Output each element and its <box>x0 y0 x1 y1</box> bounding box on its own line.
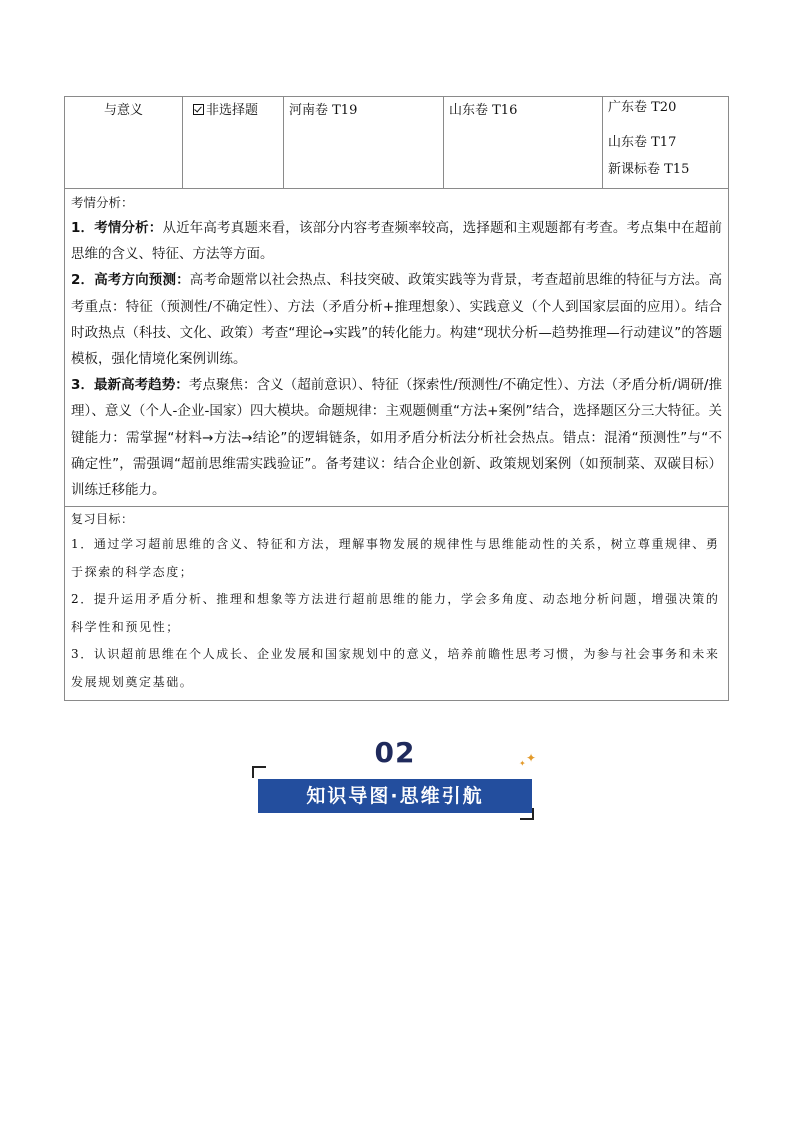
exam-item: 广东卷 T20 <box>608 100 677 115</box>
paragraph-text: 从近年高考真题来看，该部分内容考查频率较高，选择题和主观题都有考查。考点集中在超前思维的含义、特征、方法等方面。 <box>71 220 722 263</box>
analysis-paragraph-2 <box>71 267 722 372</box>
analysis-paragraph-1 <box>71 215 722 267</box>
goals-heading: 复习目标： <box>71 512 134 527</box>
analysis-paragraph-3 <box>71 372 722 503</box>
topic-cell: 与意义 <box>65 97 183 189</box>
paragraph-text: 高考命题常以社会热点、科技突破、政策实践等为背景，考查超前思维的特征与方法。高考重点：特征（预测性/不确定性）、方法（矛盾分析+推理想象）、实践意义（个人到国家层面的应用）。结合时政热点（科技、文化、政策）考查“理论→实践”的转化能力。构建“现状分析—趋势推理—行动建议”的答题模板，强化情境化案例训练。 <box>71 272 722 368</box>
section-number: 02 <box>374 736 416 769</box>
exam-cell-2: 山东卷 T16 <box>444 97 603 189</box>
analysis-cell <box>65 189 729 507</box>
exam-item: 新课标卷 T15 <box>608 162 690 177</box>
bracket-decoration <box>520 808 534 820</box>
exam-row <box>65 97 729 189</box>
question-type-label: 非选择题 <box>206 103 259 118</box>
analysis-row <box>65 189 729 507</box>
sparkle-icon: ✦ <box>519 759 526 768</box>
checkbox-checked-icon <box>193 104 204 115</box>
sparkle-icon: ✦ <box>526 751 537 765</box>
goal-item: 3．认识超前思维在个人成长、企业发展和国家规划中的意义，培养前瞻性思考习惯，为参与社会事务和未来发展规划奠定基础。 <box>71 647 720 689</box>
paragraph-label: 2．高考方向预测： <box>71 272 190 289</box>
goals-row <box>65 507 729 701</box>
analysis-heading: 考情分析： <box>71 195 134 210</box>
paragraph-label: 1．考情分析： <box>71 220 163 236</box>
bracket-decoration <box>252 766 266 778</box>
question-type-cell <box>183 97 284 189</box>
paragraph-label: 3．最新高考趋势： <box>71 377 189 394</box>
exam-cell-1: 河南卷 T19 <box>284 97 444 189</box>
exam-item: 山东卷 T17 <box>608 135 677 150</box>
paragraph-text: 考点聚焦：含义（超前意识）、特征（探索性/预测性/不确定性）、方法（矛盾分析/调研/推理）、意义（个人-企业-国家）四大模块。命题规律：主观题侧重“方法+案例”结合，选择题区分三大特征。关键能力：需掌握“材料→方法→结论”的逻辑链条，如用矛盾分析法分析社会热点。错点：混淆“预测性”与“不确定性”，需强调“超前思维需实践验证”。备考建议：结合企业创新、政策规划案例（如预制菜、双碳目标）训练迁移能力。 <box>71 377 722 499</box>
exam-cell-3 <box>603 97 729 189</box>
exam-info-table <box>64 96 729 701</box>
goal-item: 2．提升运用矛盾分析、推理和想象等方法进行超前思维的能力，学会多角度、动态地分析问题，增强决策的科学性和预见性； <box>71 592 720 634</box>
goals-cell <box>65 507 729 701</box>
goal-item: 1．通过学习超前思维的含义、特征和方法，理解事物发展的规律性与思维能动性的关系，树立尊重规律、勇于探索的科学态度； <box>71 537 720 579</box>
section-title-banner: 知识导图·思维引航 <box>258 779 532 813</box>
